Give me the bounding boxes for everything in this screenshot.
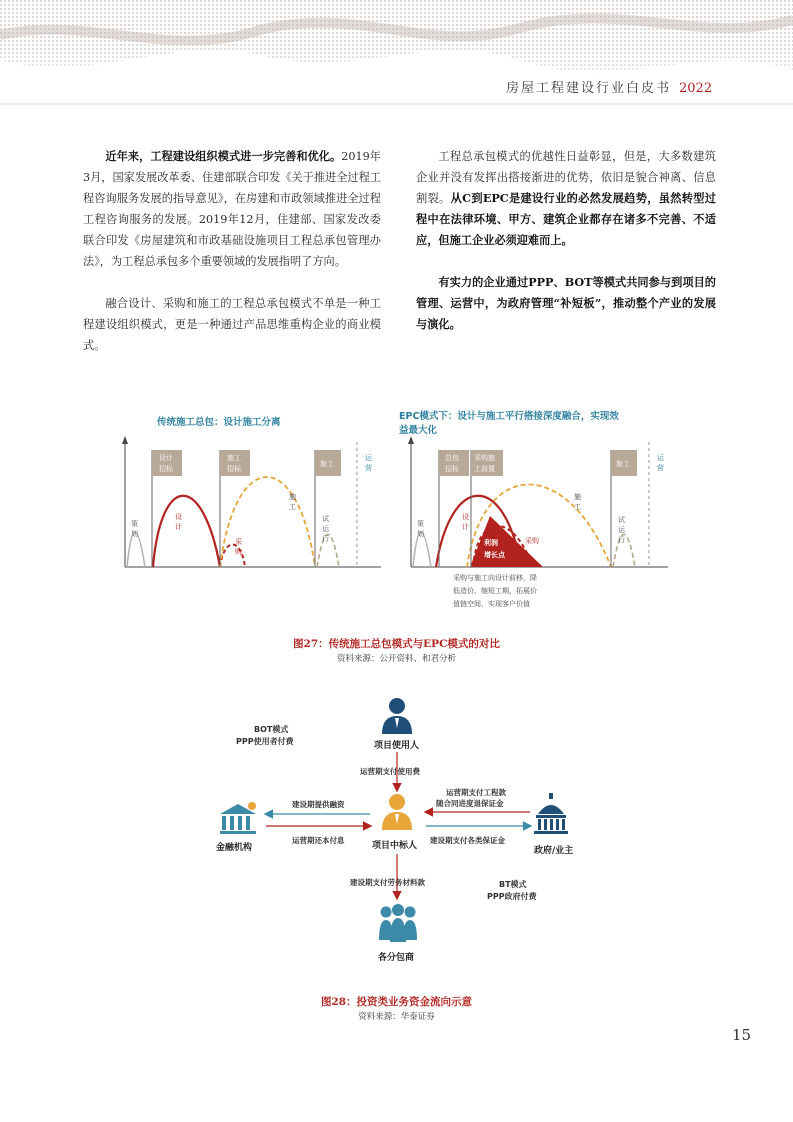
label-bidder-to-subs: 建设期支付劳务材料款 — [350, 878, 425, 887]
left-paragraph-1-lead: 近年来，工程建设组织模式进一步完善和优化。 — [105, 149, 342, 163]
label-user-to-bidder: 运营期支付使用费 — [360, 767, 420, 776]
node-finance: 金融机构 — [216, 843, 253, 853]
epc-label-trial: 试运行 — [618, 516, 625, 544]
label-bidder-to-gov: 建设期支付各类保证金 — [430, 836, 505, 845]
project-bidder-icon — [382, 794, 412, 830]
flag-epc-construction: 施工 — [616, 460, 630, 468]
epc-model-panel — [399, 410, 668, 609]
flag-procure-build-prefront: 采购施工前置 — [474, 454, 495, 473]
flag-epc-bid: 总包招标 — [445, 454, 459, 473]
node-subcontractors: 各分包商 — [378, 953, 415, 963]
flag-construction: 施工 — [320, 460, 334, 468]
node-government: 政府/业主 — [534, 846, 574, 856]
figure-28-caption: 图28：投资类业务资金流向示意 — [320, 996, 473, 1008]
right-text-column — [416, 146, 716, 335]
epc-panel-title-line1: EPC模式下：设计与施工平行搭接深度融合，实现效 — [399, 411, 619, 422]
white-paper-title: 房屋工程建设行业白皮书 — [506, 81, 672, 96]
figure-27-diagram — [113, 402, 683, 618]
bot-note: BOT模式 PPP使用者付费 — [236, 725, 294, 746]
epc-panel-title-line2: 益最大化 — [399, 425, 438, 436]
left-text-column — [83, 146, 381, 356]
label-trial: 试运行 — [322, 515, 329, 543]
label-design: 设计 — [175, 513, 182, 531]
figure-27-source: 资料来源：公开资料、和君分析 — [336, 654, 456, 664]
label-build: 施工 — [289, 493, 296, 511]
flag-construction-bid: 施工招标 — [227, 454, 241, 473]
left-paragraph-1 — [83, 146, 381, 272]
epc-label-operate: 运营 — [657, 454, 664, 472]
subcontractors-icon — [379, 904, 417, 942]
left-paragraph-2: 融合设计、采购和施工的工程总承包模式不单是一种工程建设组织模式，更是一种通过产品思维重构企业的商业模式。 — [83, 297, 381, 352]
figure-28-diagram — [200, 690, 600, 980]
traditional-panel-title: 传统施工总包：设计施工分离 — [157, 417, 281, 428]
bt-note: BT模式 PPP政府付费 — [487, 880, 537, 901]
epc-note: 采购与施工向设计前移，降 低造价，缩短工期，拓展价 值链空间，实现客户价值 — [453, 574, 537, 608]
epc-label-build: 施工 — [574, 493, 581, 511]
node-project-bidder: 项目中标人 — [372, 841, 418, 851]
epc-label-procure: 采购 — [525, 537, 539, 545]
right-paragraph-1 — [416, 146, 716, 251]
figure-28-source: 资料来源：华泰证券 — [358, 1012, 435, 1022]
label-finance-return: 运营期还本付息 — [292, 836, 345, 845]
epc-label-plan: 策划 — [417, 520, 424, 538]
right-paragraph-1-emphasis: 从C到EPC是建设行业的必然发展趋势，虽然转型过程中在法律环境、甲方、建筑企业都存在诸多不完善、不适应，但施工企业必须迎难而上。 — [416, 191, 716, 247]
right-paragraph-2-emphasis: 有实力的企业通过PPP、BOT等模式共同参与到项目的管理、运营中，为政府管理“补短板”，推动整个产业的发展与演化。 — [416, 275, 716, 331]
flag-design-bid: 设计招标 — [159, 454, 173, 473]
project-user-icon — [382, 698, 412, 734]
label-gov-to-bidder: 运营期支付工程款随合同进度退保证金 — [436, 788, 506, 808]
profit-growth-label: 利润增长点 — [484, 539, 505, 559]
label-bidder-to-finance: 建设期提供融资 — [292, 800, 345, 809]
label-plan: 策划 — [131, 520, 138, 538]
node-project-user: 项目使用人 — [374, 741, 420, 751]
right-paragraph-2 — [416, 272, 716, 335]
traditional-model-panel — [122, 416, 381, 567]
bank-icon — [220, 802, 256, 834]
page-number: 15 — [732, 1026, 752, 1044]
label-operate: 运营 — [365, 454, 372, 472]
figure-27-caption: 图27：传统施工总包模式与EPC模式的对比 — [293, 638, 500, 650]
right-paragraph-1-body: 工程总承包模式的优越性日益彰显，但是，大多数建筑企业并没有发挥出搭接渐进的优势，依旧是貌合神离、信息割裂。 — [416, 150, 716, 205]
epc-label-design: 设计 — [462, 513, 469, 531]
white-paper-year: 2022 — [679, 81, 713, 96]
label-procure: 采购 — [235, 538, 242, 556]
government-building-icon — [534, 793, 568, 834]
running-head — [506, 77, 712, 96]
left-paragraph-1-body: 2019年3月，国家发展改革委、住建部联合印发《关于推进全过程工程咨询服务发展的指导意见》，在房建和市政领域推进全过程工程咨询服务的发展。2019年12月，住建部、国家发改委联合印发《房屋建筑和市政基础设施项目工程总承包管理办法》，为工程总承包多个重要领域的发展指明了方向。 — [83, 150, 381, 268]
